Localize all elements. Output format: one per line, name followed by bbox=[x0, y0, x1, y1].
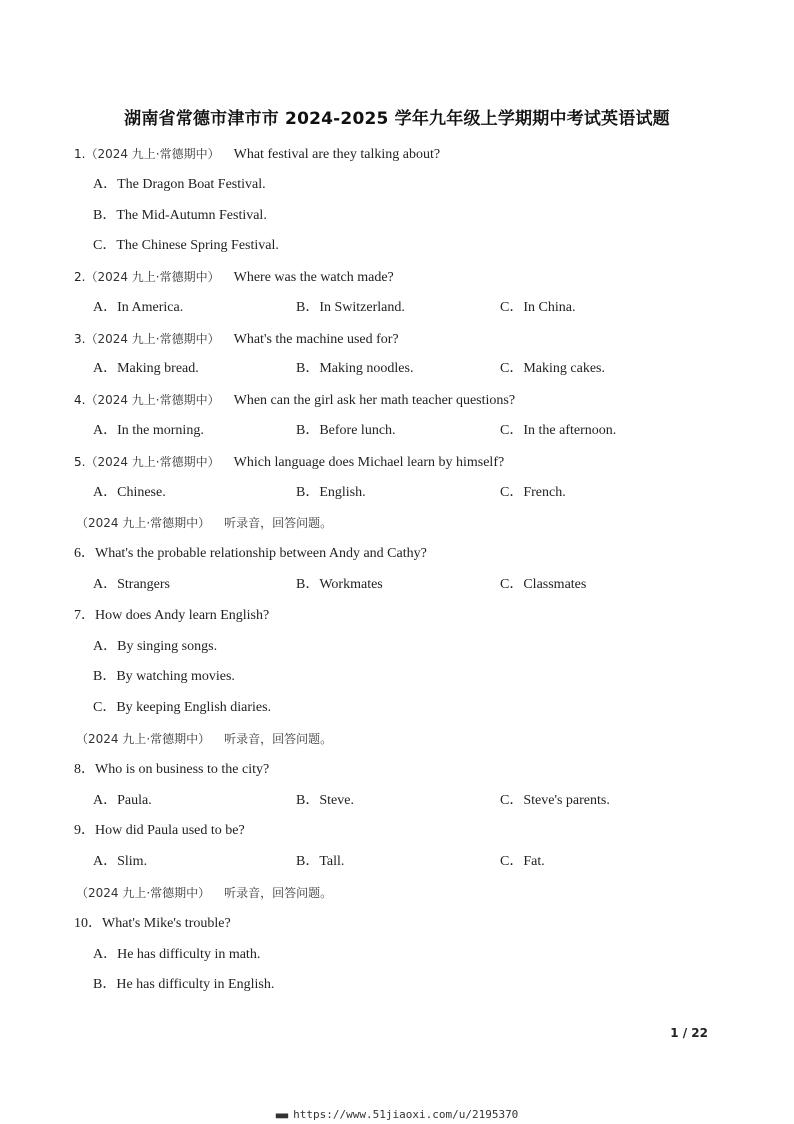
question-6 bbox=[74, 545, 427, 563]
option-8a: A．Paula. bbox=[93, 793, 152, 808]
question-8 bbox=[74, 761, 269, 779]
question-number: 3. bbox=[74, 332, 86, 346]
section-instruction bbox=[76, 730, 332, 749]
question-stem: What festival are they talking about? bbox=[233, 147, 441, 162]
source-tag: （2024 九上·常德期中） bbox=[76, 886, 211, 900]
footer-logo-icon: ■■■ bbox=[275, 1111, 288, 1120]
page-title: 湖南省常德市津市市 2024-2025 学年九年级上学期期中考试英语试题 bbox=[124, 109, 670, 129]
question-number: 6． bbox=[74, 546, 95, 561]
instruction-text: 听录音，回答问题。 bbox=[224, 732, 333, 746]
instruction-text: 听录音，回答问题。 bbox=[224, 516, 333, 530]
section-instruction bbox=[76, 884, 332, 903]
option-5a: A．Chinese. bbox=[93, 485, 166, 500]
option-1c: C．The Chinese Spring Festival. bbox=[93, 238, 279, 253]
source-tag: （2024 九上·常德期中） bbox=[76, 516, 211, 530]
question-stem: What's Mike's trouble? bbox=[102, 916, 231, 931]
option-9c: C．Fat. bbox=[500, 854, 545, 869]
option-6a: A．Strangers bbox=[93, 577, 170, 592]
question-1 bbox=[74, 145, 440, 164]
source-tag: （2024 九上·常德期中） bbox=[76, 732, 211, 746]
source-tag: （2024 九上·常德期中） bbox=[85, 332, 220, 346]
source-tag: （2024 九上·常德期中） bbox=[85, 455, 220, 469]
instruction-text: 听录音，回答问题。 bbox=[224, 886, 333, 900]
option-2c: C．In China. bbox=[500, 300, 576, 315]
question-7 bbox=[74, 607, 269, 625]
footer bbox=[0, 1108, 794, 1121]
option-8c: C．Steve's parents. bbox=[500, 793, 610, 808]
question-number: 1. bbox=[74, 147, 86, 161]
option-10b: B．He has difficulty in English. bbox=[93, 977, 275, 992]
section-instruction bbox=[76, 514, 332, 533]
option-5b: B．English. bbox=[296, 485, 366, 500]
option-7c: C．By keeping English diaries. bbox=[93, 700, 272, 715]
option-8b: B．Steve. bbox=[296, 793, 354, 808]
option-7b: B．By watching movies. bbox=[93, 669, 235, 684]
question-number: 2. bbox=[74, 270, 86, 284]
option-3a: A．Making bread. bbox=[93, 361, 199, 376]
question-stem: What's the probable relationship between Andy and Cathy? bbox=[95, 546, 427, 561]
question-number: 10． bbox=[74, 916, 102, 931]
question-3 bbox=[74, 330, 399, 349]
option-3c: C．Making cakes. bbox=[500, 361, 605, 376]
question-2 bbox=[74, 268, 394, 287]
option-3b: B．Making noodles. bbox=[296, 361, 414, 376]
question-stem: Where was the watch made? bbox=[233, 270, 394, 285]
question-stem: How did Paula used to be? bbox=[95, 823, 245, 838]
page-number: 1 / 22 bbox=[670, 1026, 708, 1040]
question-number: 9． bbox=[74, 823, 95, 838]
option-9a: A．Slim. bbox=[93, 854, 148, 869]
question-number: 4. bbox=[74, 393, 86, 407]
question-stem: Who is on business to the city? bbox=[95, 762, 270, 777]
question-5 bbox=[74, 453, 504, 472]
source-tag: （2024 九上·常德期中） bbox=[85, 270, 220, 284]
option-2b: B．In Switzerland. bbox=[296, 300, 405, 315]
option-5c: C．French. bbox=[500, 485, 566, 500]
question-number: 5. bbox=[74, 455, 86, 469]
question-number: 7． bbox=[74, 608, 95, 623]
option-6c: C．Classmates bbox=[500, 577, 587, 592]
option-4b: B．Before lunch. bbox=[296, 423, 396, 438]
footer-url-link[interactable]: https://www.51jiaoxi.com/u/2195370 bbox=[293, 1108, 519, 1121]
option-1a: A．The Dragon Boat Festival. bbox=[93, 177, 266, 192]
question-number: 8． bbox=[74, 762, 95, 777]
question-10 bbox=[74, 915, 231, 933]
question-stem: How does Andy learn English? bbox=[95, 608, 270, 623]
option-4a: A．In the morning. bbox=[93, 423, 204, 438]
option-6b: B．Workmates bbox=[296, 577, 383, 592]
option-1b: B．The Mid-Autumn Festival. bbox=[93, 208, 267, 223]
question-stem: When can the girl ask her math teacher questions? bbox=[233, 393, 516, 408]
question-stem: What's the machine used for? bbox=[233, 332, 399, 347]
option-2a: A．In America. bbox=[93, 300, 184, 315]
option-7a: A．By singing songs. bbox=[93, 639, 218, 654]
source-tag: （2024 九上·常德期中） bbox=[85, 393, 220, 407]
question-9 bbox=[74, 822, 245, 840]
option-10a: A．He has difficulty in math. bbox=[93, 947, 261, 962]
option-9b: B．Tall. bbox=[296, 854, 345, 869]
option-4c: C．In the afternoon. bbox=[500, 423, 617, 438]
question-4 bbox=[74, 391, 515, 410]
source-tag: （2024 九上·常德期中） bbox=[85, 147, 220, 161]
question-stem: Which language does Michael learn by himself? bbox=[233, 455, 505, 470]
